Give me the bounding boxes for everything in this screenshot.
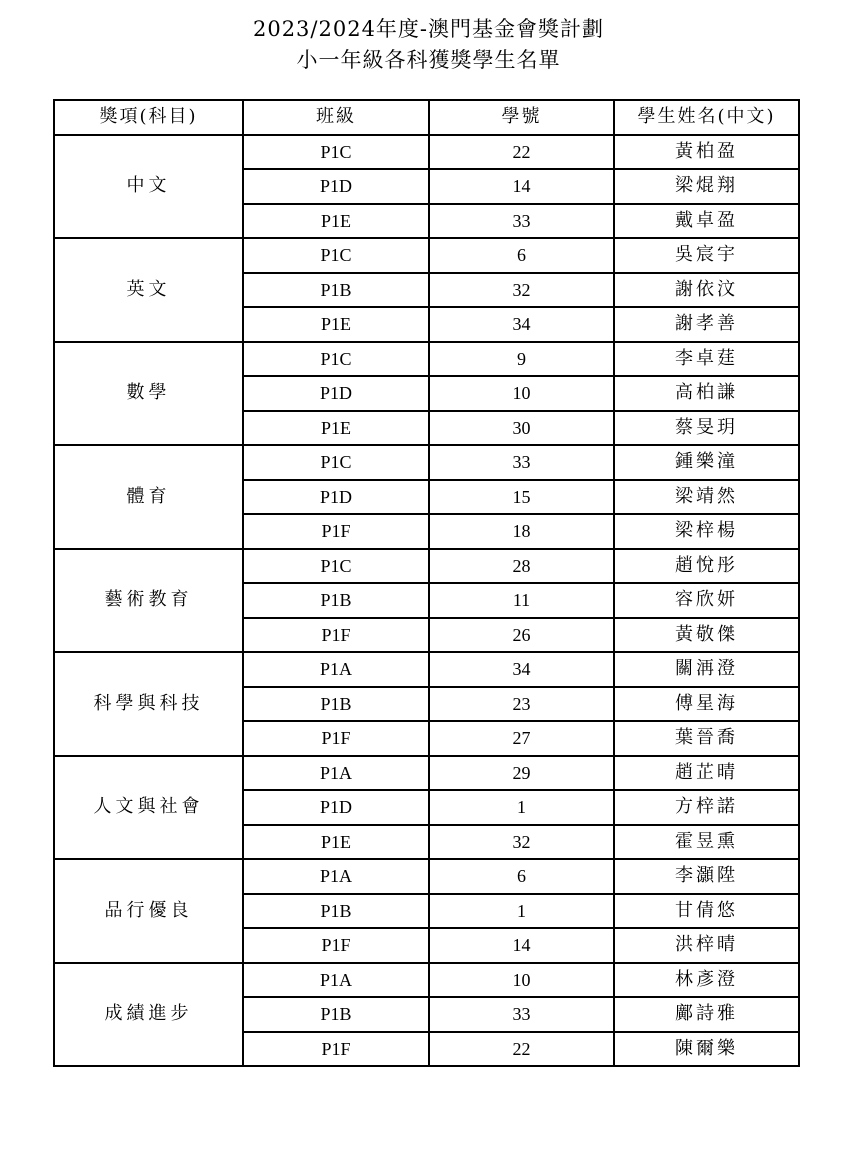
class-cell: P1C <box>243 549 429 584</box>
class-cell: P1D <box>243 480 429 515</box>
award-subject-cell: 英文 <box>54 238 243 342</box>
header-award-subject: 獎項(科目) <box>54 100 243 135</box>
class-cell: P1C <box>243 135 429 170</box>
table-row <box>54 135 799 170</box>
class-cell: P1F <box>243 928 429 963</box>
award-subject-cell: 科學與科技 <box>54 652 243 756</box>
student-number-cell: 33 <box>429 445 614 480</box>
student-name-cell: 傅星海 <box>614 687 799 722</box>
student-number-cell: 22 <box>429 135 614 170</box>
student-number-cell: 32 <box>429 825 614 860</box>
table-row <box>54 445 799 480</box>
class-cell: P1D <box>243 790 429 825</box>
student-name-cell: 謝依汶 <box>614 273 799 308</box>
class-cell: P1B <box>243 894 429 929</box>
table-row <box>54 342 799 377</box>
award-subject-cell: 中文 <box>54 135 243 239</box>
student-name-cell: 李灝陞 <box>614 859 799 894</box>
award-subject-cell: 人文與社會 <box>54 756 243 860</box>
award-subject-cell: 數學 <box>54 342 243 446</box>
student-name-cell: 葉晉喬 <box>614 721 799 756</box>
student-number-cell: 1 <box>429 894 614 929</box>
header-row <box>54 100 799 135</box>
table-row <box>54 859 799 894</box>
student-number-cell: 15 <box>429 480 614 515</box>
document-subtitle: 小一年級各科獲獎學生名單 <box>296 48 561 72</box>
student-name-cell: 謝孝善 <box>614 307 799 342</box>
student-name-cell: 戴卓盈 <box>614 204 799 239</box>
class-cell: P1C <box>243 445 429 480</box>
class-cell: P1C <box>243 238 429 273</box>
table-row <box>54 549 799 584</box>
document-title: 2023/2024年度-澳門基金會獎計劃 <box>252 17 605 41</box>
class-cell: P1A <box>243 859 429 894</box>
student-number-cell: 28 <box>429 549 614 584</box>
student-name-cell: 李卓莛 <box>614 342 799 377</box>
student-number-cell: 29 <box>429 756 614 791</box>
student-name-cell: 鄺詩雅 <box>614 997 799 1032</box>
student-number-cell: 34 <box>429 652 614 687</box>
student-name-cell: 趙芷晴 <box>614 756 799 791</box>
student-name-cell: 陳爾樂 <box>614 1032 799 1067</box>
class-cell: P1D <box>243 169 429 204</box>
student-name-cell: 高柏謙 <box>614 376 799 411</box>
student-name-cell: 吳宸宇 <box>614 238 799 273</box>
student-number-cell: 6 <box>429 238 614 273</box>
class-cell: P1F <box>243 721 429 756</box>
student-number-cell: 26 <box>429 618 614 653</box>
header-class: 班級 <box>243 100 429 135</box>
class-cell: P1F <box>243 514 429 549</box>
table-row <box>54 652 799 687</box>
table-row <box>54 963 799 998</box>
class-cell: P1B <box>243 997 429 1032</box>
class-cell: P1E <box>243 411 429 446</box>
student-name-cell: 梁梓楊 <box>614 514 799 549</box>
class-cell: P1B <box>243 583 429 618</box>
header-student-number: 學號 <box>429 100 614 135</box>
student-name-cell: 黃柏盈 <box>614 135 799 170</box>
student-name-cell: 方梓諾 <box>614 790 799 825</box>
class-cell: P1F <box>243 1032 429 1067</box>
student-number-cell: 33 <box>429 997 614 1032</box>
award-subject-cell: 成績進步 <box>54 963 243 1067</box>
class-cell: P1E <box>243 307 429 342</box>
class-cell: P1E <box>243 204 429 239</box>
student-number-cell: 14 <box>429 928 614 963</box>
student-name-cell: 林彥澄 <box>614 963 799 998</box>
class-cell: P1D <box>243 376 429 411</box>
student-number-cell: 33 <box>429 204 614 239</box>
student-name-cell: 容欣妍 <box>614 583 799 618</box>
student-name-cell: 梁焜翔 <box>614 169 799 204</box>
student-number-cell: 30 <box>429 411 614 446</box>
table-body <box>54 135 799 1067</box>
student-number-cell: 10 <box>429 963 614 998</box>
student-name-cell: 趙悅彤 <box>614 549 799 584</box>
student-name-cell: 黃敬傑 <box>614 618 799 653</box>
student-number-cell: 9 <box>429 342 614 377</box>
student-name-cell: 蔡旻玥 <box>614 411 799 446</box>
award-subject-cell: 品行優良 <box>54 859 243 963</box>
student-number-cell: 6 <box>429 859 614 894</box>
student-name-cell: 梁靖然 <box>614 480 799 515</box>
student-number-cell: 23 <box>429 687 614 722</box>
student-number-cell: 18 <box>429 514 614 549</box>
student-number-cell: 14 <box>429 169 614 204</box>
award-subject-cell: 藝術教育 <box>54 549 243 653</box>
student-name-cell: 洪梓晴 <box>614 928 799 963</box>
class-cell: P1E <box>243 825 429 860</box>
student-name-cell: 鍾樂潼 <box>614 445 799 480</box>
table-row <box>54 756 799 791</box>
student-name-cell: 甘倩悠 <box>614 894 799 929</box>
student-number-cell: 11 <box>429 583 614 618</box>
student-number-cell: 27 <box>429 721 614 756</box>
table-row <box>54 238 799 273</box>
class-cell: P1B <box>243 273 429 308</box>
class-cell: P1F <box>243 618 429 653</box>
student-name-cell: 關洅澄 <box>614 652 799 687</box>
student-number-cell: 10 <box>429 376 614 411</box>
class-cell: P1A <box>243 963 429 998</box>
student-name-cell: 霍昱熏 <box>614 825 799 860</box>
class-cell: P1B <box>243 687 429 722</box>
student-number-cell: 32 <box>429 273 614 308</box>
student-number-cell: 1 <box>429 790 614 825</box>
class-cell: P1A <box>243 652 429 687</box>
class-cell: P1A <box>243 756 429 791</box>
student-number-cell: 34 <box>429 307 614 342</box>
student-number-cell: 22 <box>429 1032 614 1067</box>
class-cell: P1C <box>243 342 429 377</box>
awards-table <box>53 99 800 1067</box>
award-subject-cell: 體育 <box>54 445 243 549</box>
header-student-name: 學生姓名(中文) <box>614 100 799 135</box>
